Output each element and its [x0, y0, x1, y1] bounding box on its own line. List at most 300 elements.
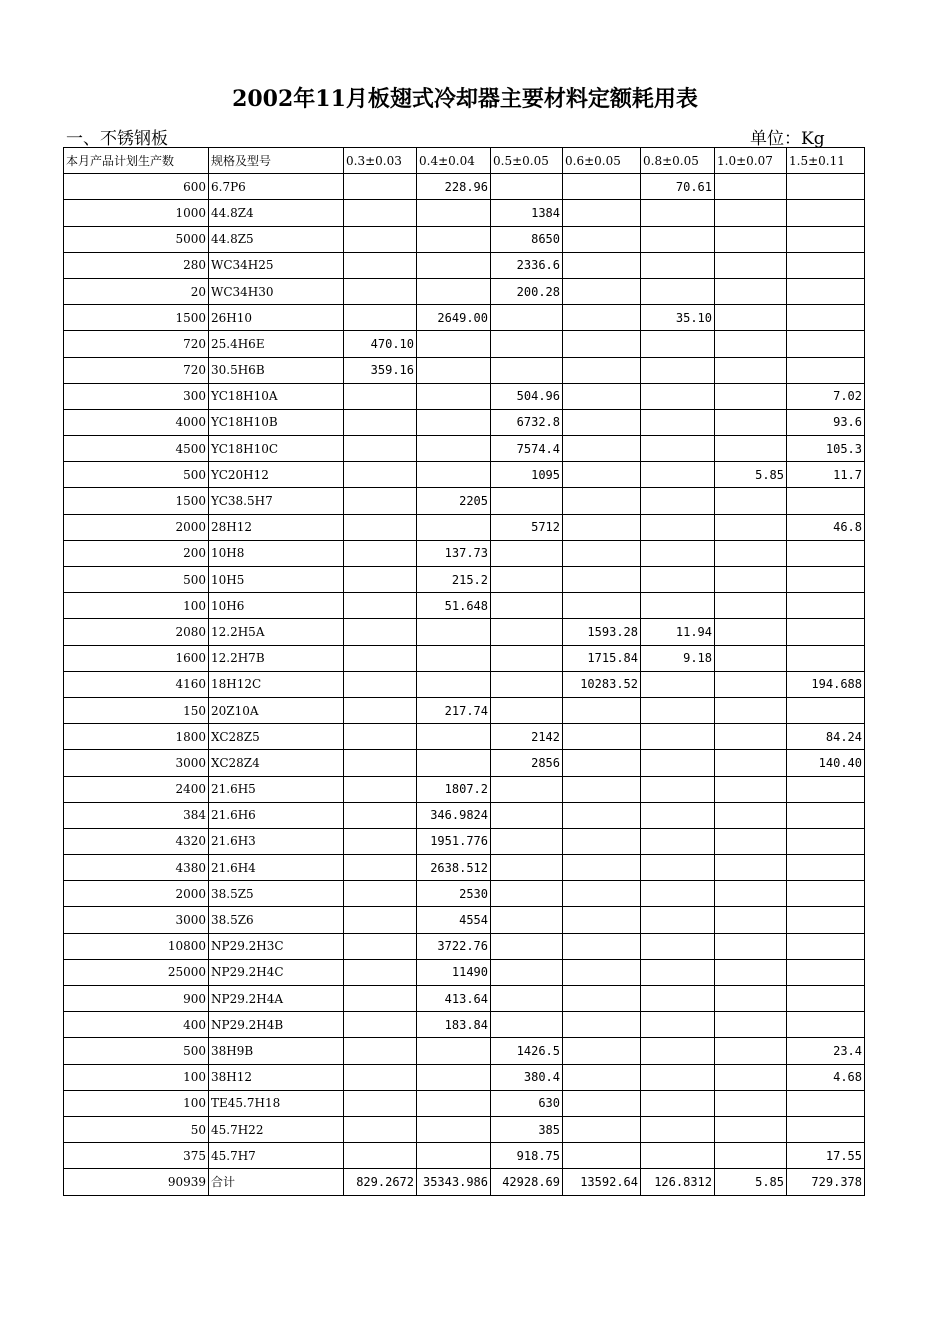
quota-value-cell	[715, 959, 787, 985]
quota-value-cell	[715, 305, 787, 331]
quota-value-cell	[417, 514, 491, 540]
quota-value-cell	[344, 724, 417, 750]
model-cell: 12.2H7B	[209, 645, 344, 671]
planned-quantity-cell: 4160	[64, 671, 209, 697]
planned-quantity-cell: 100	[64, 593, 209, 619]
quota-value-cell	[344, 1064, 417, 1090]
quota-value-cell	[787, 802, 865, 828]
header-cell: 0.8±0.05	[641, 148, 715, 174]
table-row	[64, 724, 865, 750]
quota-value-cell	[563, 488, 641, 514]
quota-value-cell	[787, 252, 865, 278]
quota-value-cell	[491, 619, 563, 645]
quota-value-cell	[787, 593, 865, 619]
model-cell: 18H12C	[209, 671, 344, 697]
quota-value-cell	[787, 619, 865, 645]
quota-value-cell	[641, 933, 715, 959]
quota-value-cell	[491, 671, 563, 697]
quota-value-cell	[344, 750, 417, 776]
quota-value-cell	[715, 1090, 787, 1116]
quota-value-cell	[417, 1090, 491, 1116]
planned-quantity-cell: 4000	[64, 409, 209, 435]
table-row	[64, 907, 865, 933]
planned-quantity-cell: 375	[64, 1143, 209, 1169]
quota-value-cell	[787, 855, 865, 881]
quota-value-cell	[715, 828, 787, 854]
quota-value-cell	[344, 802, 417, 828]
quota-value-cell	[715, 357, 787, 383]
quota-value-cell	[563, 933, 641, 959]
planned-quantity-cell: 720	[64, 357, 209, 383]
quota-value-cell	[491, 488, 563, 514]
quota-value-cell	[641, 959, 715, 985]
quota-value-cell	[715, 986, 787, 1012]
quota-value-cell	[715, 593, 787, 619]
quota-value-cell	[491, 567, 563, 593]
quota-value-cell	[344, 200, 417, 226]
model-cell: WC34H30	[209, 278, 344, 304]
planned-quantity-cell: 150	[64, 697, 209, 723]
quota-value-cell: 380.4	[491, 1064, 563, 1090]
model-cell: 21.6H5	[209, 776, 344, 802]
quota-value-cell: 1095	[491, 462, 563, 488]
quota-value-cell	[344, 776, 417, 802]
quota-value-cell	[563, 305, 641, 331]
quota-value-cell	[344, 671, 417, 697]
quota-value-cell	[491, 593, 563, 619]
quota-value-cell: 6732.8	[491, 409, 563, 435]
quota-value-cell	[344, 226, 417, 252]
quota-value-cell	[563, 252, 641, 278]
planned-quantity-cell: 100	[64, 1064, 209, 1090]
quota-value-cell	[641, 1012, 715, 1038]
quota-value-cell	[641, 200, 715, 226]
model-cell: 21.6H4	[209, 855, 344, 881]
quota-value-cell: 35343.986	[417, 1169, 491, 1195]
planned-quantity-cell: 900	[64, 986, 209, 1012]
table-row	[64, 802, 865, 828]
table-row	[64, 697, 865, 723]
planned-quantity-cell: 90939	[64, 1169, 209, 1195]
quota-value-cell: 93.6	[787, 409, 865, 435]
quota-value-cell	[787, 776, 865, 802]
quota-value-cell	[344, 278, 417, 304]
quota-value-cell: 70.61	[641, 174, 715, 200]
quota-value-cell	[563, 697, 641, 723]
quota-value-cell	[787, 933, 865, 959]
quota-value-cell	[344, 881, 417, 907]
quota-value-cell	[715, 383, 787, 409]
model-cell: YC18H10A	[209, 383, 344, 409]
quota-value-cell	[641, 567, 715, 593]
quota-value-cell	[491, 331, 563, 357]
quota-value-cell	[715, 488, 787, 514]
quota-value-cell	[563, 462, 641, 488]
quota-value-cell	[715, 567, 787, 593]
quota-value-cell	[417, 357, 491, 383]
quota-value-cell	[641, 252, 715, 278]
table-row	[64, 305, 865, 331]
quota-value-cell	[787, 1012, 865, 1038]
quota-value-cell	[491, 881, 563, 907]
quota-value-cell	[491, 174, 563, 200]
quota-value-cell	[563, 593, 641, 619]
planned-quantity-cell: 500	[64, 462, 209, 488]
quota-value-cell	[641, 1038, 715, 1064]
header-cell: 0.4±0.04	[417, 148, 491, 174]
quota-value-cell: 918.75	[491, 1143, 563, 1169]
quota-value-cell: 1951.776	[417, 828, 491, 854]
quota-value-cell: 42928.69	[491, 1169, 563, 1195]
quota-value-cell	[417, 671, 491, 697]
quota-value-cell	[491, 802, 563, 828]
quota-value-cell: 194.688	[787, 671, 865, 697]
quota-value-cell	[787, 645, 865, 671]
quota-value-cell	[715, 436, 787, 462]
quota-value-cell	[787, 200, 865, 226]
quota-value-cell	[641, 540, 715, 566]
quota-value-cell	[491, 855, 563, 881]
quota-value-cell	[641, 881, 715, 907]
model-cell: 28H12	[209, 514, 344, 540]
quota-value-cell: 1807.2	[417, 776, 491, 802]
quota-value-cell	[641, 671, 715, 697]
quota-value-cell	[344, 1116, 417, 1142]
table-row	[64, 200, 865, 226]
quota-value-cell	[563, 200, 641, 226]
quota-value-cell	[344, 409, 417, 435]
model-cell: XC28Z4	[209, 750, 344, 776]
quota-value-cell: 359.16	[344, 357, 417, 383]
unit-label: 单位：Kg	[750, 129, 825, 149]
quota-value-cell	[641, 514, 715, 540]
table-row	[64, 567, 865, 593]
quota-value-cell	[344, 383, 417, 409]
quota-value-cell	[787, 959, 865, 985]
quota-value-cell	[641, 278, 715, 304]
quota-value-cell	[641, 409, 715, 435]
quota-value-cell	[491, 697, 563, 723]
quota-value-cell	[715, 802, 787, 828]
quota-value-cell	[641, 697, 715, 723]
quota-value-cell	[641, 724, 715, 750]
table-row	[64, 619, 865, 645]
quota-value-cell: 2530	[417, 881, 491, 907]
quota-value-cell	[715, 1064, 787, 1090]
model-cell: 10H5	[209, 567, 344, 593]
quota-value-cell: 9.18	[641, 645, 715, 671]
quota-value-cell	[563, 828, 641, 854]
quota-value-cell	[344, 986, 417, 1012]
table-row	[64, 462, 865, 488]
total-row	[64, 1169, 865, 1195]
quota-value-cell	[715, 724, 787, 750]
quota-value-cell	[344, 1143, 417, 1169]
quota-value-cell: 2336.6	[491, 252, 563, 278]
planned-quantity-cell: 2080	[64, 619, 209, 645]
model-cell: 38.5Z6	[209, 907, 344, 933]
table-header-row	[64, 148, 865, 174]
quota-value-cell	[563, 881, 641, 907]
quota-value-cell	[417, 436, 491, 462]
model-cell: YC18H10B	[209, 409, 344, 435]
quota-value-cell	[715, 252, 787, 278]
header-cell: 0.5±0.05	[491, 148, 563, 174]
model-cell: 38.5Z5	[209, 881, 344, 907]
quota-value-cell	[344, 540, 417, 566]
quota-value-cell	[491, 776, 563, 802]
quota-value-cell: 10283.52	[563, 671, 641, 697]
table-row	[64, 828, 865, 854]
quota-value-cell	[563, 514, 641, 540]
quota-value-cell	[344, 436, 417, 462]
quota-value-cell	[563, 1064, 641, 1090]
quota-value-cell	[641, 776, 715, 802]
planned-quantity-cell: 200	[64, 540, 209, 566]
quota-value-cell	[787, 567, 865, 593]
quota-value-cell	[417, 331, 491, 357]
quota-value-cell	[641, 828, 715, 854]
quota-value-cell	[563, 409, 641, 435]
table-row	[64, 750, 865, 776]
quota-value-cell	[563, 174, 641, 200]
quota-value-cell: 504.96	[491, 383, 563, 409]
quota-value-cell	[641, 907, 715, 933]
quota-value-cell	[787, 357, 865, 383]
planned-quantity-cell: 25000	[64, 959, 209, 985]
quota-value-cell	[563, 855, 641, 881]
quota-value-cell: 11.7	[787, 462, 865, 488]
quota-value-cell	[491, 645, 563, 671]
quota-value-cell	[563, 1116, 641, 1142]
quota-value-cell	[715, 514, 787, 540]
planned-quantity-cell: 1500	[64, 488, 209, 514]
quota-value-cell	[563, 540, 641, 566]
quota-value-cell	[715, 1038, 787, 1064]
quota-value-cell	[417, 750, 491, 776]
quota-value-cell	[417, 200, 491, 226]
quota-value-cell	[344, 567, 417, 593]
planned-quantity-cell: 400	[64, 1012, 209, 1038]
quota-value-cell	[641, 1143, 715, 1169]
quota-value-cell	[563, 383, 641, 409]
planned-quantity-cell: 4380	[64, 855, 209, 881]
model-cell: NP29.2H4B	[209, 1012, 344, 1038]
quota-value-cell: 105.3	[787, 436, 865, 462]
quota-value-cell	[491, 540, 563, 566]
planned-quantity-cell: 4500	[64, 436, 209, 462]
quota-value-cell: 2638.512	[417, 855, 491, 881]
model-cell: 38H12	[209, 1064, 344, 1090]
quota-value-cell: 5.85	[715, 1169, 787, 1195]
quota-value-cell	[563, 331, 641, 357]
quota-value-cell	[715, 697, 787, 723]
table-row	[64, 933, 865, 959]
quota-value-cell: 385	[491, 1116, 563, 1142]
quota-value-cell	[344, 828, 417, 854]
model-cell: TE45.7H18	[209, 1090, 344, 1116]
model-cell: 44.8Z5	[209, 226, 344, 252]
quota-value-cell	[787, 174, 865, 200]
quota-value-cell	[344, 514, 417, 540]
quota-value-cell	[715, 200, 787, 226]
quota-value-cell	[641, 357, 715, 383]
table-row	[64, 855, 865, 881]
quota-value-cell	[715, 226, 787, 252]
quota-value-cell: 183.84	[417, 1012, 491, 1038]
quota-value-cell	[417, 645, 491, 671]
quota-value-cell: 140.40	[787, 750, 865, 776]
quota-value-cell	[563, 226, 641, 252]
quota-value-cell: 5.85	[715, 462, 787, 488]
quota-value-cell	[563, 278, 641, 304]
planned-quantity-cell: 300	[64, 383, 209, 409]
quota-value-cell	[563, 1090, 641, 1116]
table-row	[64, 1143, 865, 1169]
quota-value-cell	[344, 174, 417, 200]
quota-value-cell	[787, 278, 865, 304]
model-cell: 45.7H7	[209, 1143, 344, 1169]
table-row	[64, 278, 865, 304]
quota-value-cell	[563, 802, 641, 828]
model-cell: 21.6H6	[209, 802, 344, 828]
table-row	[64, 1064, 865, 1090]
quota-value-cell: 5712	[491, 514, 563, 540]
table-row	[64, 1090, 865, 1116]
quota-value-cell	[715, 645, 787, 671]
quota-value-cell: 346.9824	[417, 802, 491, 828]
planned-quantity-cell: 1500	[64, 305, 209, 331]
quota-value-cell	[641, 593, 715, 619]
quota-value-cell: 137.73	[417, 540, 491, 566]
quota-value-cell	[715, 331, 787, 357]
quota-value-cell: 413.64	[417, 986, 491, 1012]
quota-value-cell	[563, 436, 641, 462]
quota-value-cell	[787, 1090, 865, 1116]
header-cell: 本月产品计划生产数	[64, 148, 209, 174]
quota-value-cell	[715, 750, 787, 776]
quota-value-cell	[563, 567, 641, 593]
quota-value-cell	[563, 986, 641, 1012]
quota-value-cell: 2649.00	[417, 305, 491, 331]
planned-quantity-cell: 10800	[64, 933, 209, 959]
header-cell: 1.0±0.07	[715, 148, 787, 174]
model-cell: YC38.5H7	[209, 488, 344, 514]
model-cell: NP29.2H4A	[209, 986, 344, 1012]
quota-value-cell: 2856	[491, 750, 563, 776]
quota-value-cell	[715, 174, 787, 200]
table-row	[64, 776, 865, 802]
planned-quantity-cell: 500	[64, 567, 209, 593]
model-cell: YC20H12	[209, 462, 344, 488]
planned-quantity-cell: 5000	[64, 226, 209, 252]
quota-value-cell	[344, 855, 417, 881]
quota-value-cell: 51.648	[417, 593, 491, 619]
page-title: 2002年11月板翅式冷却器主要材料定额耗用表	[232, 86, 698, 112]
quota-value-cell: 46.8	[787, 514, 865, 540]
quota-value-cell	[641, 462, 715, 488]
quota-value-cell	[491, 357, 563, 383]
quota-value-cell: 4.68	[787, 1064, 865, 1090]
table-row	[64, 226, 865, 252]
quota-value-cell	[491, 933, 563, 959]
model-cell: 25.4H6E	[209, 331, 344, 357]
quota-value-cell	[641, 1116, 715, 1142]
quota-value-cell	[344, 488, 417, 514]
table-row	[64, 540, 865, 566]
quota-value-cell	[417, 252, 491, 278]
quota-value-cell	[417, 462, 491, 488]
quota-value-cell	[715, 907, 787, 933]
quota-value-cell	[715, 540, 787, 566]
quota-value-cell	[344, 933, 417, 959]
quota-value-cell: 13592.64	[563, 1169, 641, 1195]
model-cell: 合计	[209, 1169, 344, 1195]
model-cell: 21.6H3	[209, 828, 344, 854]
quota-value-cell: 11490	[417, 959, 491, 985]
planned-quantity-cell: 1000	[64, 200, 209, 226]
quota-value-cell	[563, 776, 641, 802]
model-cell: 45.7H22	[209, 1116, 344, 1142]
quota-value-cell	[344, 1090, 417, 1116]
quota-value-cell	[344, 593, 417, 619]
quota-value-cell	[715, 671, 787, 697]
quota-value-cell	[344, 697, 417, 723]
quota-value-cell	[491, 305, 563, 331]
quota-value-cell: 7574.4	[491, 436, 563, 462]
quota-value-cell: 8650	[491, 226, 563, 252]
planned-quantity-cell: 3000	[64, 907, 209, 933]
quota-value-cell	[417, 1143, 491, 1169]
model-cell: 30.5H6B	[209, 357, 344, 383]
quota-value-cell	[417, 1038, 491, 1064]
model-cell: 12.2H5A	[209, 619, 344, 645]
table-row	[64, 252, 865, 278]
planned-quantity-cell: 2000	[64, 881, 209, 907]
quota-value-cell: 35.10	[641, 305, 715, 331]
model-cell: 10H6	[209, 593, 344, 619]
quota-value-cell	[563, 959, 641, 985]
quota-value-cell	[787, 305, 865, 331]
quota-value-cell	[417, 619, 491, 645]
table-row	[64, 383, 865, 409]
material-quota-table	[63, 147, 865, 1196]
model-cell: YC18H10C	[209, 436, 344, 462]
model-cell: 38H9B	[209, 1038, 344, 1064]
planned-quantity-cell: 100	[64, 1090, 209, 1116]
quota-value-cell: 3722.76	[417, 933, 491, 959]
quota-value-cell	[715, 409, 787, 435]
planned-quantity-cell: 2400	[64, 776, 209, 802]
table-row	[64, 488, 865, 514]
quota-value-cell	[344, 907, 417, 933]
quota-value-cell	[787, 986, 865, 1012]
quota-value-cell	[563, 1038, 641, 1064]
planned-quantity-cell: 20	[64, 278, 209, 304]
table-row	[64, 671, 865, 697]
quota-value-cell	[417, 1064, 491, 1090]
quota-value-cell	[344, 252, 417, 278]
quota-value-cell	[491, 1012, 563, 1038]
header-cell: 0.3±0.03	[344, 148, 417, 174]
model-cell: WC34H25	[209, 252, 344, 278]
quota-value-cell	[491, 959, 563, 985]
quota-value-cell	[641, 331, 715, 357]
quota-value-cell	[417, 226, 491, 252]
quota-value-cell: 4554	[417, 907, 491, 933]
quota-value-cell	[641, 383, 715, 409]
quota-value-cell	[641, 226, 715, 252]
